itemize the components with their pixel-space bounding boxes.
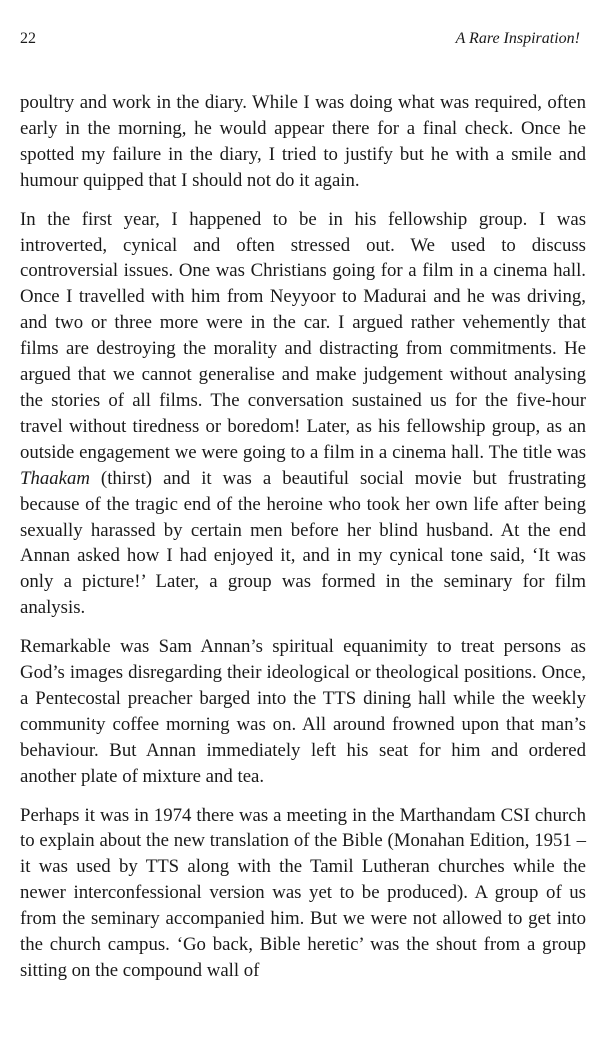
paragraph-2-part-2: (thirst) and it was a beautiful social movie but frustrating because of the tragic end of the heroine who took her own life after being sexually harassed by certain men before her blind husband. At the end Annan asked how I had enjoyed it, and in my cynical tone said, ‘It was only a picture!’ Later, a group was formed in the seminary for film analysis. [20,467,586,619]
paragraph-3: Remarkable was Sam Annan’s spiritual equanimity to treat persons as God’s images disregarding their ideological or theological positions. Once, a Pentecostal preacher barged into the TTS dining hall while the weekly community coffee morning was on. All around frowned upon that man’s behaviour. But Annan immediately left his seat for him and ordered another plate of mixture and tea. [20,636,586,787]
body-text [20,90,586,997]
paragraph-4: Perhaps it was in 1974 there was a meeting in the Marthandam CSI church to explain about the new translation of the Bible (Monahan Edition, 1951 – it was used by TTS along with the Tamil Lutheran churches while the newer interconfessional version was yet to be produced). A group of us from the seminary accompanied him. But we were not allowed to get into the church campus. ‘Go back, Bible heretic’ was the shout from a group sitting on the compound wall of [20,804,586,981]
paragraph-2 [20,207,586,622]
running-title: A Rare Inspiration! [455,30,580,47]
page-number: 22 [20,30,36,47]
film-title: Thaakam [20,467,90,489]
paragraph-2-part-1: In the first year, I happened to be in his fellowship group. I was introverted, cynical and often stressed out. We used to discuss controversial issues. One was Christians going for a film in a cinema hall. Once I travelled with him from Neyyoor to Madurai and he was driving, and two or three more were in the car. I argued rather vehemently that films are destroying the morality and distracting from commitments. He argued that we cannot generalise and make judgement without analysing the stories of all films. The conversation sustained us for the five-hour travel without tiredness or boredom! Later, as his fellowship group, as an outside engagement we were going to a film in a cinema hall. The title was [20,208,586,463]
paragraph-1: poultry and work in the diary. While I was doing what was required, often early in the morning, he would appear there for a final check. Once he spotted my failure in the diary, I tried to justify but he with a smile and humour quipped that I should not do it again. [20,92,586,191]
page-header [20,30,580,54]
